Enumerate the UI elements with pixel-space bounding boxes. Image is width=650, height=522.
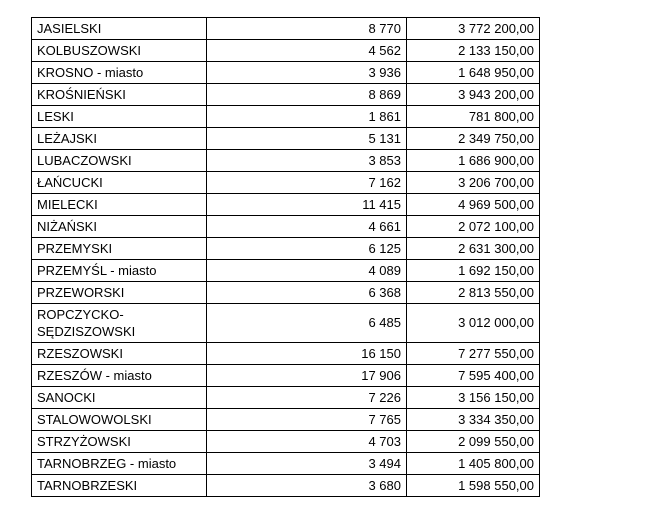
count-cell: 7 162 [207, 172, 407, 194]
count-cell: 8 770 [207, 18, 407, 40]
count-cell: 7 765 [207, 409, 407, 431]
count-cell: 8 869 [207, 84, 407, 106]
amount-cell: 1 648 950,00 [407, 62, 540, 84]
count-cell: 1 861 [207, 106, 407, 128]
table-row [32, 150, 540, 172]
count-cell: 4 562 [207, 40, 407, 62]
county-name-cell: NIŻAŃSKI [32, 216, 207, 238]
county-name-cell: PRZEMYSKI [32, 238, 207, 260]
amount-cell: 1 692 150,00 [407, 260, 540, 282]
county-name-cell: JASIELSKI [32, 18, 207, 40]
county-name-cell: KROSNO - miasto [32, 62, 207, 84]
county-name-cell: STRZYŻOWSKI [32, 431, 207, 453]
table-row [32, 343, 540, 365]
county-name-cell: LESKI [32, 106, 207, 128]
amount-cell: 7 277 550,00 [407, 343, 540, 365]
county-name-cell: PRZEMYŚL - miasto [32, 260, 207, 282]
table-row [32, 216, 540, 238]
count-cell: 11 415 [207, 194, 407, 216]
count-cell: 6 485 [207, 304, 407, 343]
table-row [32, 128, 540, 150]
table-row [32, 304, 540, 343]
table-body [32, 18, 540, 497]
county-name-cell: MIELECKI [32, 194, 207, 216]
amount-cell: 781 800,00 [407, 106, 540, 128]
amount-cell: 4 969 500,00 [407, 194, 540, 216]
count-cell: 16 150 [207, 343, 407, 365]
table-row [32, 475, 540, 497]
county-name-cell: PRZEWORSKI [32, 282, 207, 304]
count-cell: 17 906 [207, 365, 407, 387]
table-row [32, 18, 540, 40]
amount-cell: 3 156 150,00 [407, 387, 540, 409]
table-row [32, 84, 540, 106]
amount-cell: 3 943 200,00 [407, 84, 540, 106]
count-cell: 4 703 [207, 431, 407, 453]
county-name-cell: SANOCKI [32, 387, 207, 409]
table-row [32, 282, 540, 304]
amount-cell: 3 772 200,00 [407, 18, 540, 40]
county-name-cell: RZESZÓW - miasto [32, 365, 207, 387]
amount-cell: 2 631 300,00 [407, 238, 540, 260]
data-table [31, 17, 540, 497]
count-cell: 5 131 [207, 128, 407, 150]
amount-cell: 1 686 900,00 [407, 150, 540, 172]
table-row [32, 387, 540, 409]
table-row [32, 106, 540, 128]
count-cell: 7 226 [207, 387, 407, 409]
table-row [32, 194, 540, 216]
amount-cell: 1 598 550,00 [407, 475, 540, 497]
table-row [32, 260, 540, 282]
count-cell: 3 680 [207, 475, 407, 497]
amount-cell: 3 206 700,00 [407, 172, 540, 194]
table-row [32, 40, 540, 62]
count-cell: 4 089 [207, 260, 407, 282]
count-cell: 6 125 [207, 238, 407, 260]
amount-cell: 2 813 550,00 [407, 282, 540, 304]
county-name-cell: KOLBUSZOWSKI [32, 40, 207, 62]
table-row [32, 62, 540, 84]
table-row [32, 409, 540, 431]
amount-cell: 3 334 350,00 [407, 409, 540, 431]
county-name-cell: RZESZOWSKI [32, 343, 207, 365]
amount-cell: 7 595 400,00 [407, 365, 540, 387]
count-cell: 3 494 [207, 453, 407, 475]
amount-cell: 2 099 550,00 [407, 431, 540, 453]
amount-cell: 2 349 750,00 [407, 128, 540, 150]
county-name-cell: ŁAŃCUCKI [32, 172, 207, 194]
amount-cell: 3 012 000,00 [407, 304, 540, 343]
count-cell: 3 936 [207, 62, 407, 84]
table-row [32, 172, 540, 194]
county-name-cell: TARNOBRZEG - miasto [32, 453, 207, 475]
county-name-cell: LEŻAJSKI [32, 128, 207, 150]
county-name-cell: KROŚNIEŃSKI [32, 84, 207, 106]
count-cell: 4 661 [207, 216, 407, 238]
county-name-cell: STALOWOWOLSKI [32, 409, 207, 431]
table-row [32, 431, 540, 453]
table-row [32, 365, 540, 387]
amount-cell: 2 133 150,00 [407, 40, 540, 62]
county-name-cell: ROPCZYCKO-SĘDZISZOWSKI [32, 304, 207, 343]
county-name-cell: TARNOBRZESKI [32, 475, 207, 497]
count-cell: 6 368 [207, 282, 407, 304]
amount-cell: 2 072 100,00 [407, 216, 540, 238]
table-row [32, 238, 540, 260]
table-row [32, 453, 540, 475]
county-name-cell: LUBACZOWSKI [32, 150, 207, 172]
amount-cell: 1 405 800,00 [407, 453, 540, 475]
count-cell: 3 853 [207, 150, 407, 172]
